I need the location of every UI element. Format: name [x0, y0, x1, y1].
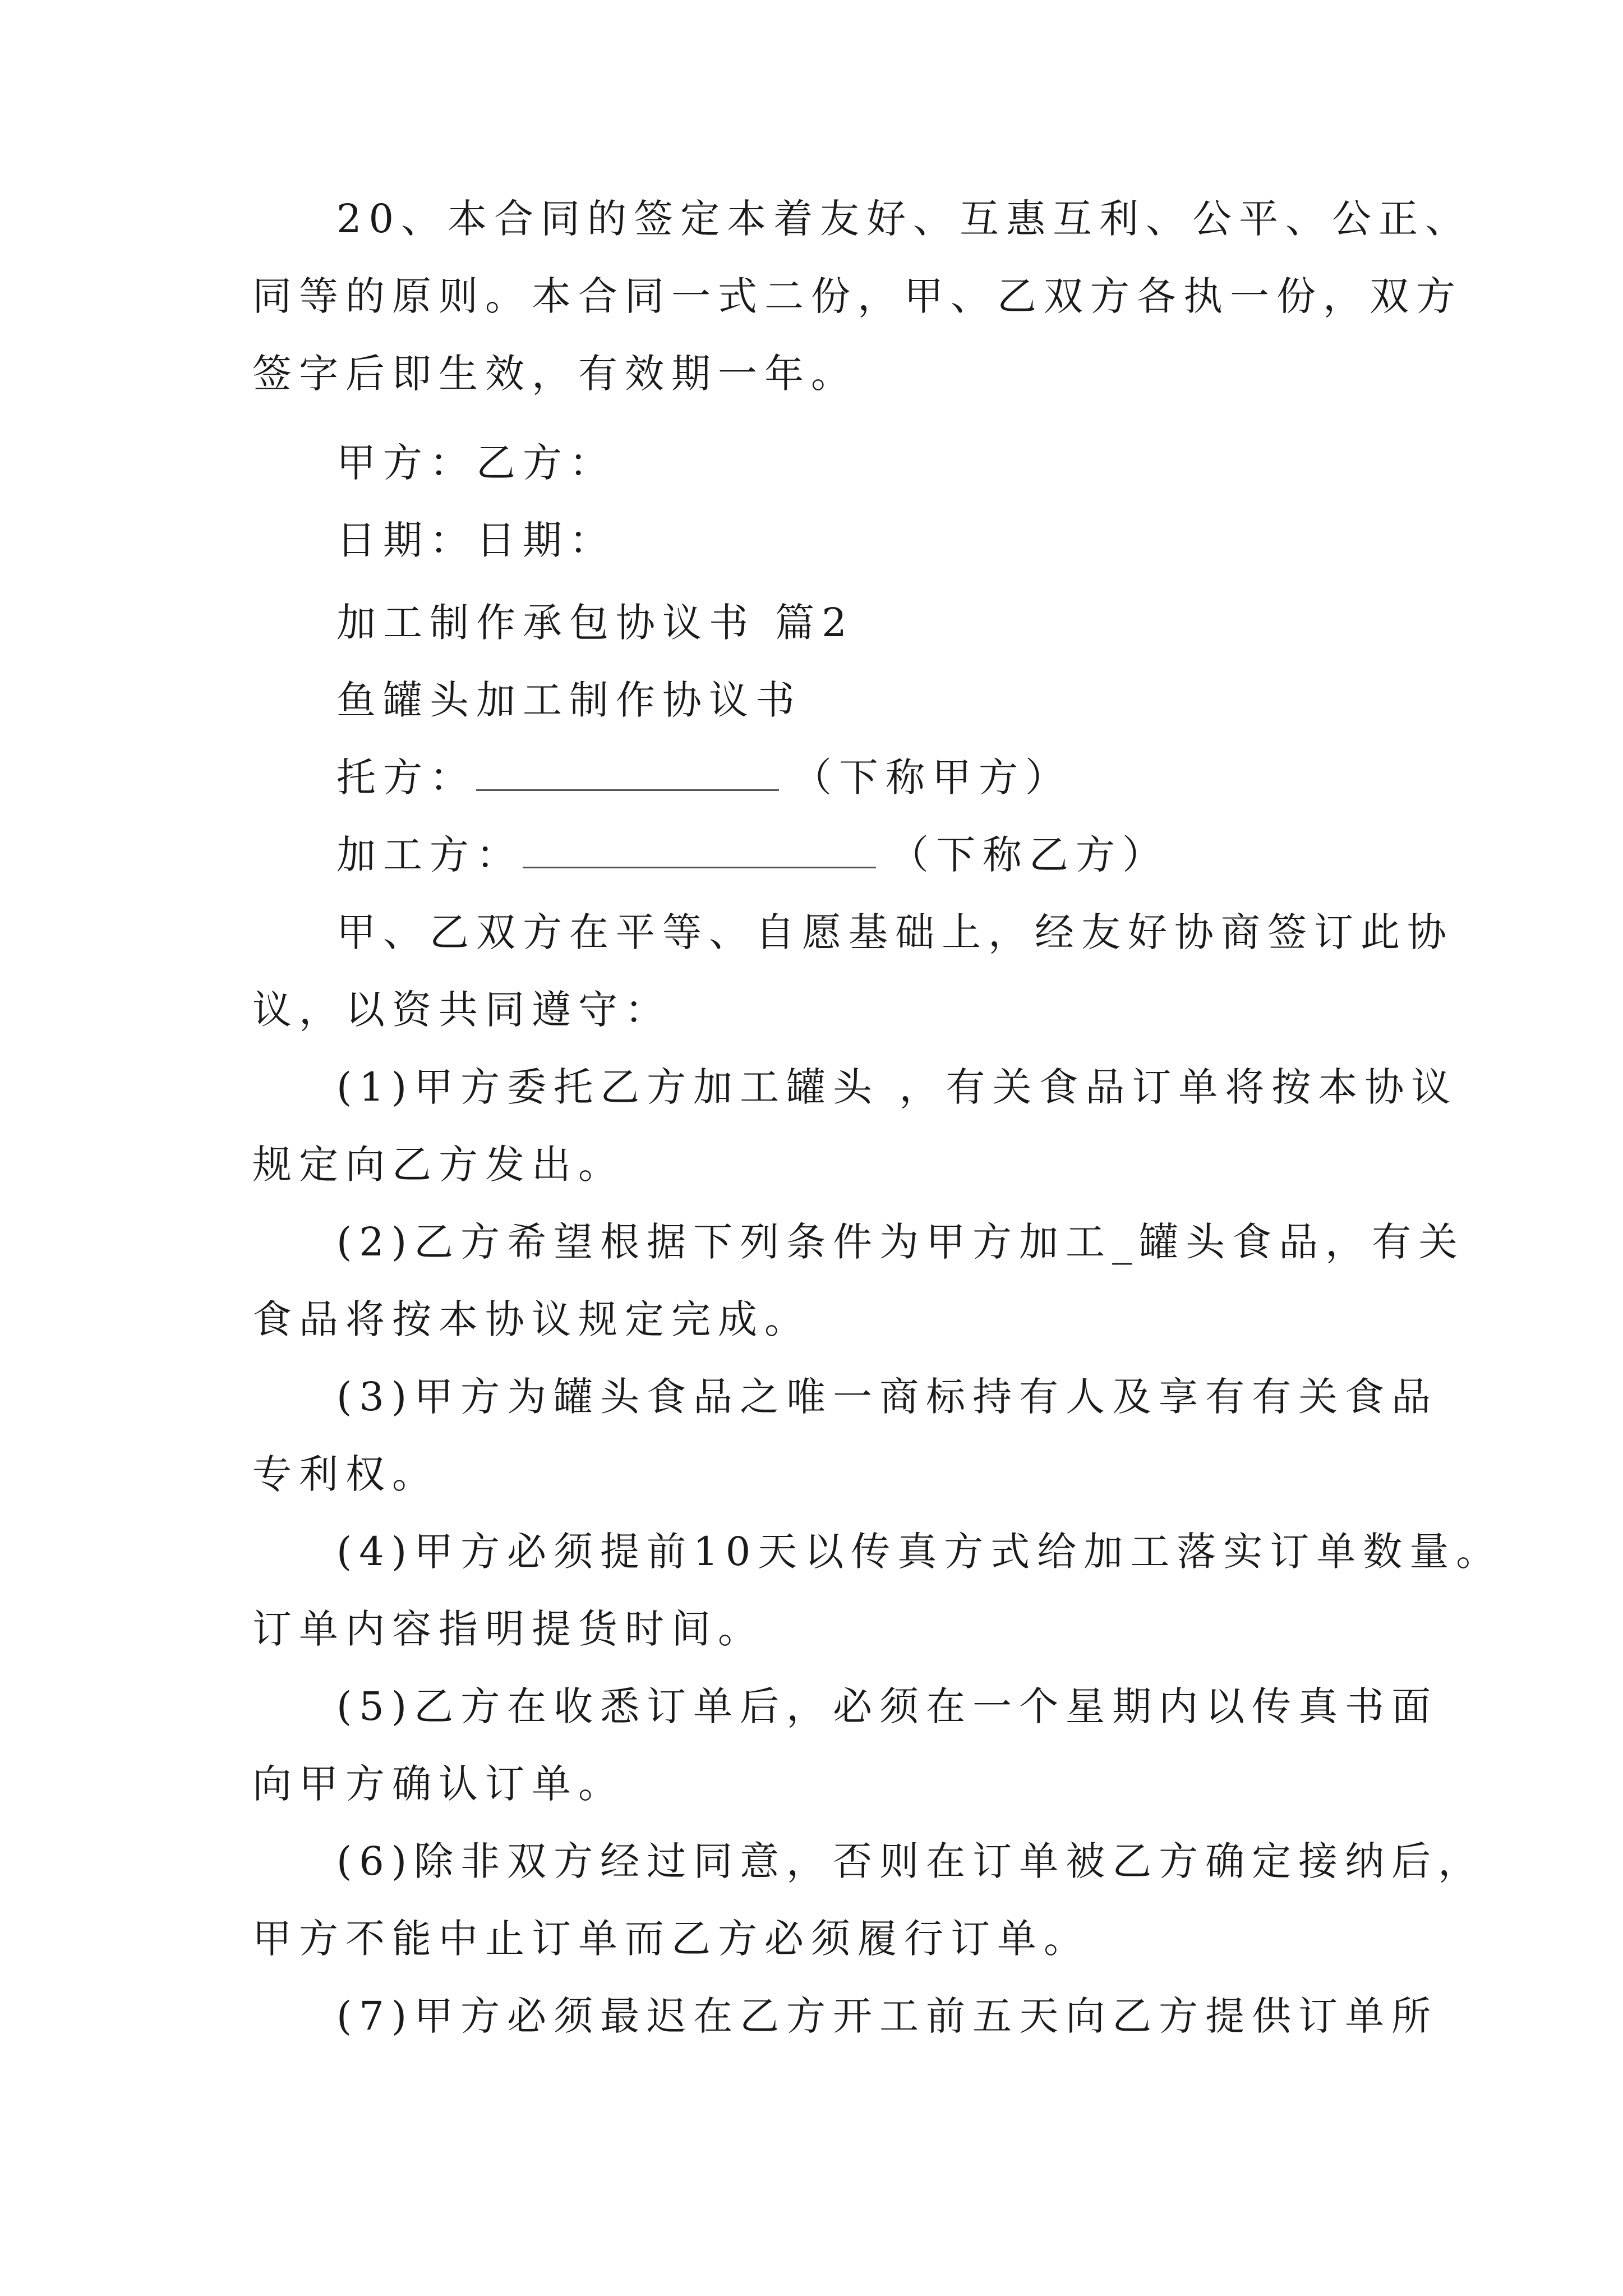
clause-line: 甲方不能中止订单而乙方必须履行订单。 [252, 1916, 1090, 1962]
processor-party-line [336, 827, 1169, 883]
paragraph-line: 议，以资共同遵守： [252, 987, 671, 1033]
signature-date-line: 日期：日期： [336, 517, 616, 563]
clause-line: (6)除非双方经过同意，否则在订单被乙方确定接纳后， [336, 1838, 1485, 1884]
clause-line: (3)甲方为罐头食品之唯一商标持有人及享有有关食品 [336, 1374, 1438, 1420]
paragraph-line: 20、本合同的签定本着友好、互惠互利、公平、公正、 [336, 196, 1472, 242]
paragraph-line: 甲、乙双方在平等、自愿基础上，经友好协商签订此协 [336, 909, 1454, 955]
clause-line: (1)甲方委托乙方加工罐头 ，有关食品订单将按本协议 [336, 1064, 1458, 1110]
client-name-blank [476, 750, 779, 791]
clause-line: 专利权。 [252, 1451, 439, 1497]
clause-line: 向甲方确认订单。 [252, 1761, 625, 1807]
clause-line: (7)甲方必须最迟在乙方开工前五天向乙方提供订单所 [336, 1993, 1438, 2039]
agreement-title: 鱼罐头加工制作协议书 [336, 677, 802, 723]
client-label: 托方： [336, 754, 476, 800]
client-alias: （下称甲方） [792, 754, 1072, 800]
section-heading: 加工制作承包协议书 篇2 [336, 600, 854, 646]
signature-party-line: 甲方：乙方： [336, 440, 616, 486]
clause-line: 规定向乙方发出。 [252, 1142, 625, 1188]
processor-label: 加工方： [336, 832, 523, 878]
paragraph-line: 签字后即生效，有效期一年。 [252, 351, 857, 397]
clause-line: 订单内容指明提货时间。 [252, 1606, 764, 1652]
processor-name-blank [523, 827, 876, 868]
processor-alias: （下称乙方） [889, 832, 1169, 878]
clause-line: (2)乙方希望根据下列条件为甲方加工_罐头食品，有关 [336, 1219, 1465, 1265]
clause-line: (4)甲方必须提前10天以传真方式给加工落实订单数量。 [336, 1529, 1503, 1575]
clause-line: (5)乙方在收悉订单后，必须在一个星期内以传真书面 [336, 1683, 1438, 1729]
paragraph-line: 同等的原则。本合同一式二份，甲、乙双方各执一份，双方 [252, 273, 1463, 319]
client-party-line [336, 749, 1072, 806]
clause-line: 食品将按本协议规定完成。 [252, 1296, 811, 1342]
